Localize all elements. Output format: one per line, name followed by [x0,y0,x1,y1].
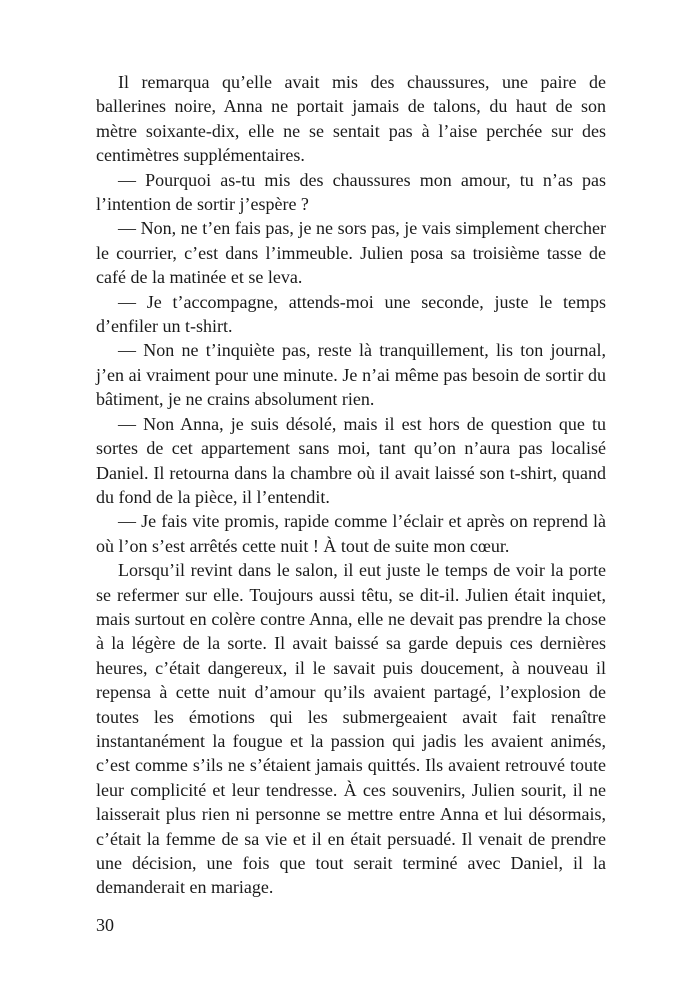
body-text [96,70,606,900]
paragraph-5: — Non ne t’inquiète pas, reste là tranquillement, lis ton journal, j’en ai vraiment pour une minute. Je n’ai même pas besoin de sortir du bâtiment, je ne crains absolument rien. [96,340,606,410]
page-number: 30 [96,915,114,935]
paragraph-6: — Non Anna, je suis désolé, mais il est hors de question que tu sortes de cet appartement sans moi, tant qu’on n’aura pas localisé Daniel. Il retourna dans la chambre où il avait laissé son t-shirt, quand du fond de la pièce, il l’entendit. [96,413,606,507]
paragraph-7: — Je fais vite promis, rapide comme l’éclair et après on reprend là où l’on s’est arrêtés cette nuit ! À tout de suite mon cœur. [96,511,606,556]
paragraph-2: — Pourquoi as-tu mis des chaussures mon amour, tu n’as pas l’intention de sortir j’espère ? [96,169,606,215]
paragraph-1: Il remarqua qu’elle avait mis des chaussures, une paire de ballerines noire, Anna ne portait jamais de talons, du haut de son mètre soixante-dix, elle ne se sentait pas à l’aise perchée sur des centimètres supplémentaires. [96,72,606,166]
paragraph-4: — Je t’accompagne, attends-moi une seconde, juste le temps d’enfiler un t-shirt. [96,291,606,337]
paragraph-8: Lorsqu’il revint dans le salon, il eut juste le temps de voir la porte se refermer sur elle. Toujours aussi têtu, se dit-il. Julien était inquiet, mais surtout en colère contre Anna, elle ne devait pas prendre la chose à la légère de la sorte. Il avait baissé sa garde depuis ces dernières heures, c’était dangereux, il le savait puis doucement, à nouveau il repensa à cette nuit d’amour qu’ils avaient partagé, l’explosion de toutes les émotions qui les submergeaient avait fait renaître instantanément la fougue et la passion qui jadis les avaient animés, c’est comme s’ils ne s’étaient jamais quittés. Ils avaient retrouvé toute leur complicité et leur tendresse. À ces souvenirs, Julien sourit, il ne laisserait plus rien ni personne se mettre entre Anna et lui désormais, c’était la femme de sa vie et il en était persuadé. Il venait de prendre une décision, une fois que tout serait terminé avec Daniel, il la demanderait en mariage. [96,560,606,898]
paragraph-3: — Non, ne t’en fais pas, je ne sors pas, je vais simplement chercher le courrier, c’est dans l’immeuble. Julien posa sa troisième tasse de café de la matinée et se leva. [96,218,606,288]
